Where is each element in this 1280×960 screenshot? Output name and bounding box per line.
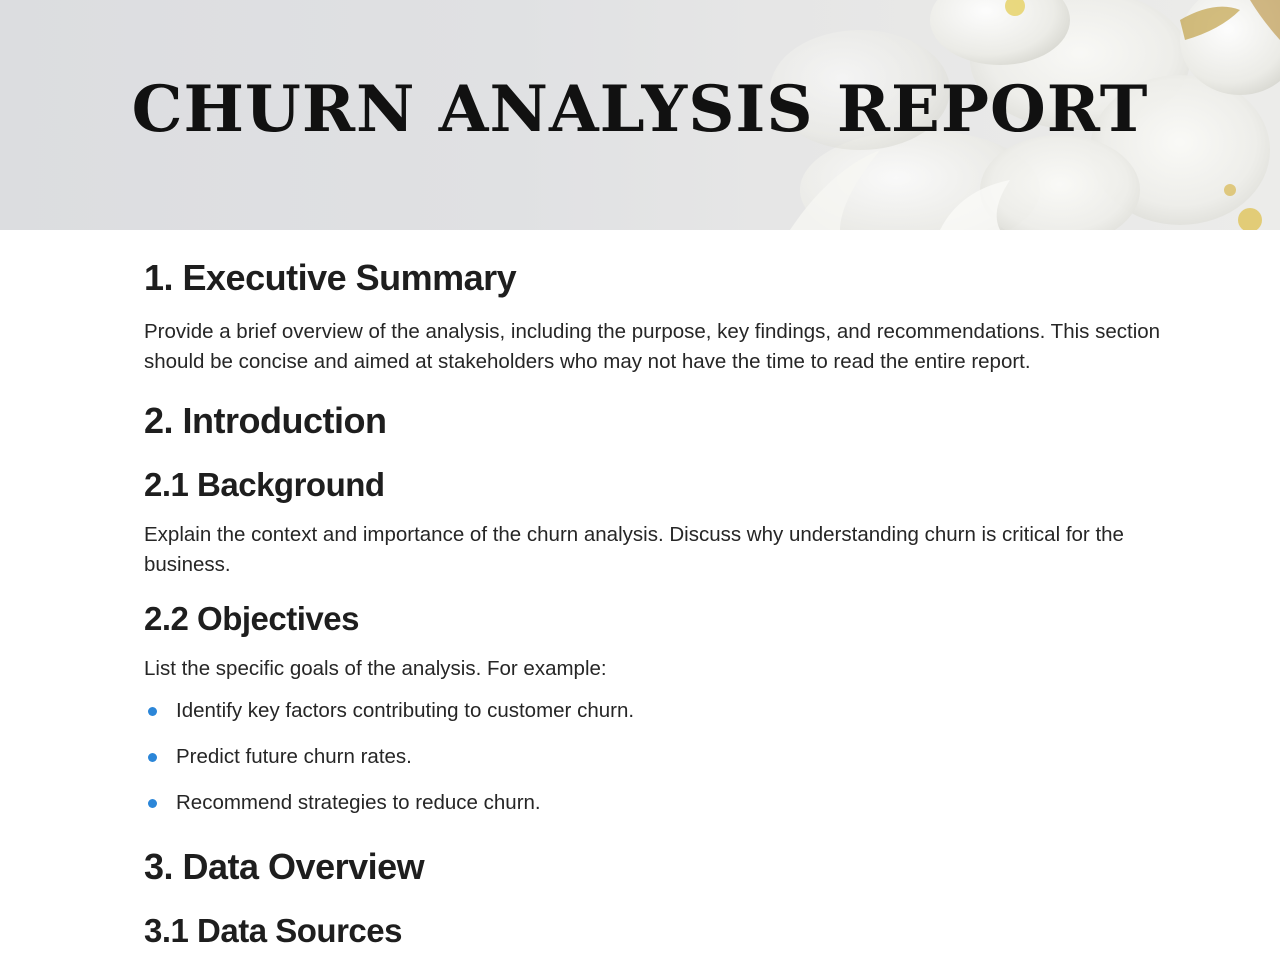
section-heading-data-overview: 3. Data Overview: [144, 846, 425, 887]
bullet-icon: [148, 707, 157, 716]
objectives-list: [144, 696, 634, 834]
subsection-heading-objectives: 2.2 Objectives: [144, 600, 359, 637]
section-heading-introduction: 2. Introduction: [144, 400, 387, 441]
subsection-heading-background: 2.1 Background: [144, 466, 385, 503]
background-text: Explain the context and importance of the churn analysis. Discuss why understanding churn is critical for the business.: [144, 523, 1124, 576]
executive-summary-text: Provide a brief overview of the analysis, including the purpose, key findings, and recommendations. This section should be concise and aimed at stakeholders who may not have the time to read the entire report.: [144, 320, 1161, 373]
list-item: [144, 696, 634, 742]
list-item-text: Identify key factors contributing to customer churn.: [176, 699, 635, 722]
subsection-heading-data-sources: 3.1 Data Sources: [144, 912, 402, 949]
list-item-text: Predict future churn rates.: [176, 745, 412, 768]
list-item-text: Recommend strategies to reduce churn.: [176, 791, 541, 814]
bullet-icon: [148, 753, 157, 762]
section-heading-executive-summary: 1. Executive Summary: [144, 257, 517, 298]
bullet-icon: [148, 799, 157, 808]
list-item: [144, 742, 634, 788]
objectives-intro-text: List the specific goals of the analysis. For example:: [144, 657, 607, 680]
header-banner: [0, 0, 1280, 230]
page-title: CHURN ANALYSIS REPORT: [131, 72, 1149, 147]
list-item: [144, 788, 634, 834]
